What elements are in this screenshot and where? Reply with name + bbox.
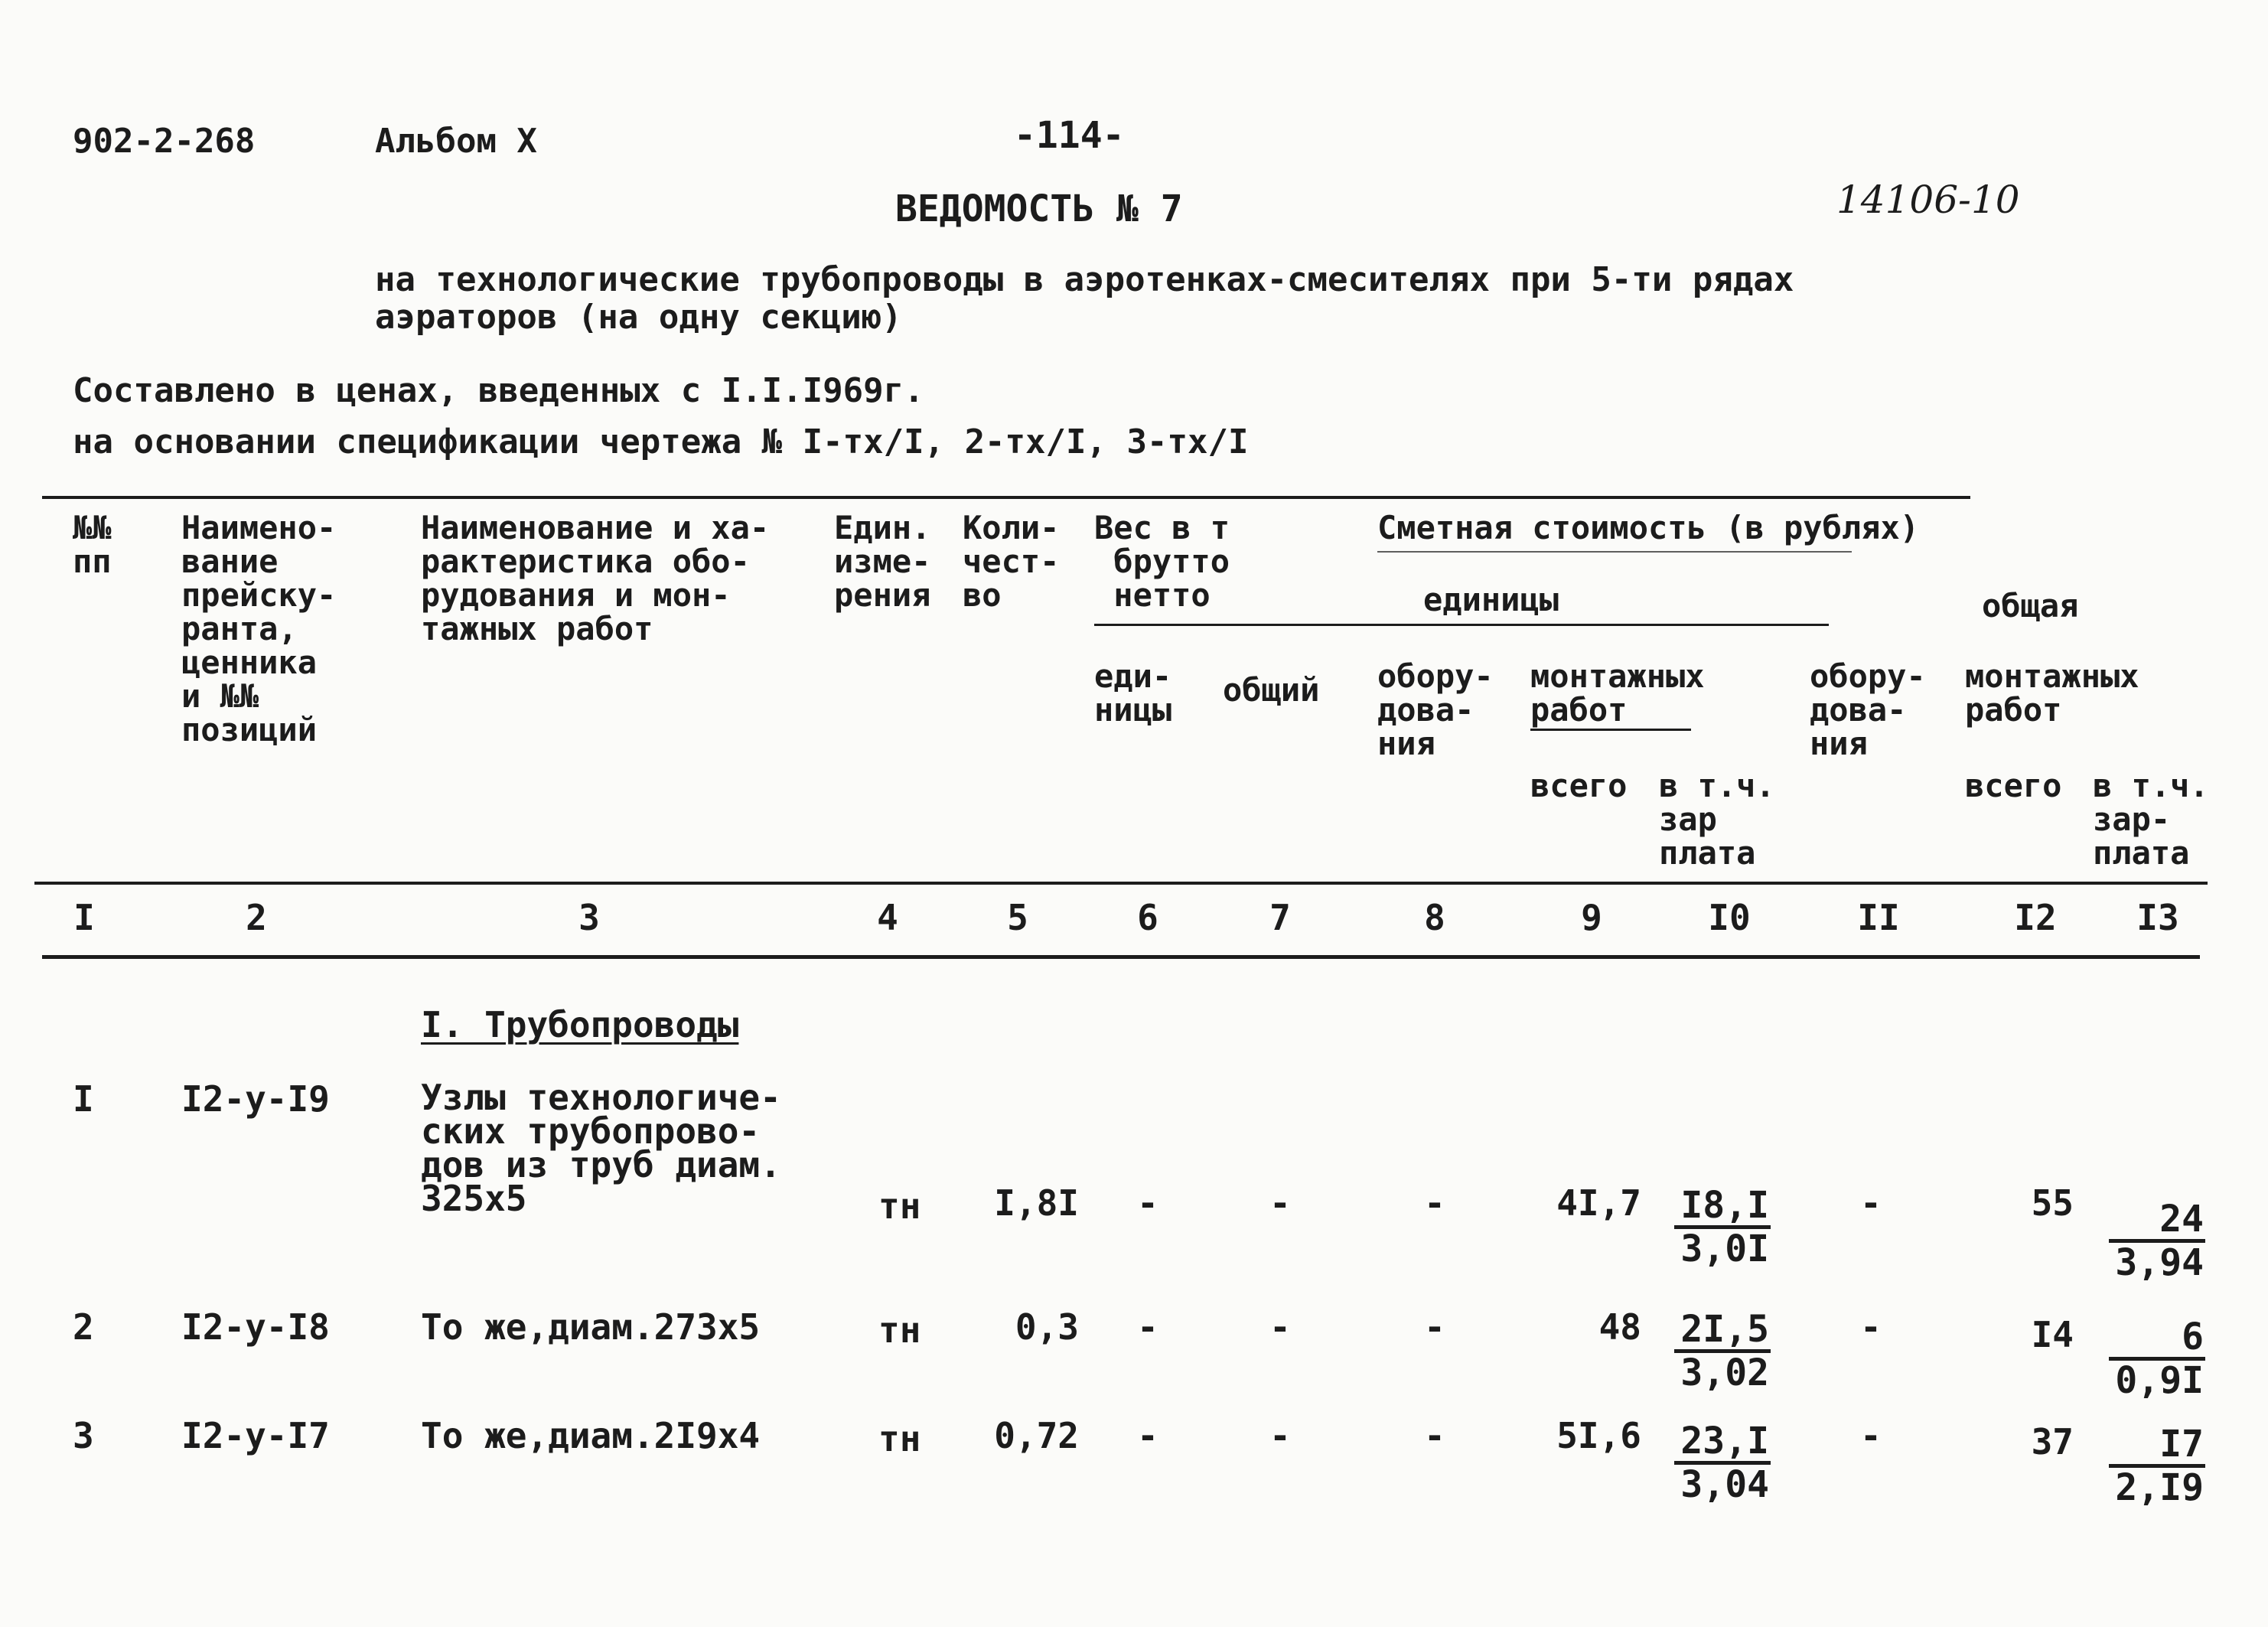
row-unit: тн (878, 1185, 921, 1227)
row-equipment-total: - (1860, 1306, 1882, 1348)
column-number: I3 (2136, 897, 2179, 938)
page-number: -114- (1014, 114, 1125, 157)
header-col-number: №№ пп (73, 509, 112, 580)
header-cost-unit: единицы (1423, 581, 1559, 618)
row-weight-unit: - (1137, 1182, 1158, 1224)
section-title (421, 1006, 738, 1043)
statement-subtitle-line1: на технологические трубопроводы в аэротенках-смесителях при 5-ти рядах (375, 260, 1794, 299)
row-weight-total: - (1269, 1415, 1291, 1456)
wage-share-value: 3,02 (1680, 1351, 1769, 1394)
header-mounting-unit-all: всего (1530, 767, 1628, 804)
wage-value: 23,I (1674, 1422, 1771, 1465)
wage-value: I8,I (1674, 1186, 1771, 1229)
wage-share-value: 0,9I (2115, 1359, 2204, 1402)
header-equipment-total: обору- дова- ния (1810, 657, 1926, 762)
row-number: 2 (73, 1306, 94, 1348)
row-mounting-total-all: I4 (2031, 1314, 2074, 1355)
header-mounting-total-all: всего (1965, 767, 2062, 804)
wage-share-value: 3,0I (1680, 1228, 1769, 1270)
wage-value: I7 (2109, 1425, 2205, 1468)
row-quantity: 0,72 (994, 1415, 1079, 1456)
column-number: 4 (877, 897, 898, 938)
row-description: То же,диам.2I9х4 (421, 1415, 761, 1456)
row-description: То же,диам.273х5 (421, 1306, 761, 1348)
column-number: 7 (1269, 897, 1291, 938)
row-description: Узлы технологиче- ских трубопрово- дов из труб диам. 325х5 (421, 1077, 781, 1219)
row-mounting-unit-wage (1674, 1310, 1771, 1392)
header-col-pricelist: Наимено- вание прейску- ранта, ценника и №№ позиций (181, 509, 337, 748)
row-weight-unit: - (1137, 1306, 1158, 1348)
wage-share-value: 3,04 (1680, 1463, 1769, 1506)
header-col-description: Наименование и ха- рактеристика обо- рудования и мон- тажных работ (421, 509, 770, 647)
row-mounting-total-all: 55 (2031, 1182, 2074, 1224)
row-equipment-unit: - (1424, 1415, 1445, 1456)
header-sub-rule (1094, 624, 1829, 626)
row-mounting-unit-wage (1674, 1186, 1771, 1268)
header-col-weight: Вес в т брутто нетто (1094, 509, 1230, 614)
row-mounting-unit-wage (1674, 1422, 1771, 1504)
row-number: I (73, 1078, 94, 1120)
prices-basis-line: Составлено в ценах, введенных с I.I.I969г. (73, 371, 924, 410)
header-col-quantity: Коли- чест- во (963, 509, 1060, 614)
row-equipment-unit: - (1424, 1182, 1445, 1224)
row-mounting-total-all: 37 (2031, 1421, 2074, 1462)
row-weight-total: - (1269, 1182, 1291, 1224)
column-number: 3 (578, 897, 600, 938)
row-quantity: I,8I (994, 1182, 1079, 1224)
row-unit: тн (878, 1309, 921, 1351)
wage-value: 24 (2109, 1200, 2205, 1243)
header-equipment-unit: обору- дова- ния (1377, 657, 1494, 762)
section-title-text: I. Трубопроводы (421, 1004, 739, 1045)
header-mounting-total: монтажных работ (1965, 657, 2139, 729)
handwritten-reference: 14106-10 (1836, 178, 2020, 222)
header-estimated-cost: Сметная стоимость (в рублях) (1377, 509, 1920, 546)
header-mounting-unit-wage: в т.ч. зар плата (1659, 767, 1775, 872)
column-number: I2 (2014, 897, 2057, 938)
column-number: 5 (1007, 897, 1028, 938)
wage-value: 2I,5 (1674, 1310, 1771, 1353)
row-mounting-unit-all: 48 (1598, 1306, 1641, 1348)
column-number: II (1857, 897, 1900, 938)
column-number: I0 (1708, 897, 1751, 938)
table-top-rule (42, 496, 1970, 499)
row-mounting-total-wage (2109, 1318, 2205, 1400)
row-mounting-unit-all: 5I,6 (1556, 1415, 1641, 1456)
wage-share-value: 2,I9 (2115, 1466, 2204, 1509)
document-code: 902-2-268 (73, 122, 256, 161)
column-number: 6 (1137, 897, 1158, 938)
row-pricelist-code: I2-у-I7 (181, 1415, 330, 1456)
header-mounting-unit: монтажных работ (1530, 657, 1705, 729)
column-number: I (73, 897, 95, 938)
row-equipment-total: - (1860, 1415, 1882, 1456)
column-numbers-rule (42, 955, 2200, 959)
mounting-unit-rule (1530, 729, 1691, 731)
row-pricelist-code: I2-у-I8 (181, 1306, 330, 1348)
header-weight-unit: еди- ницы (1094, 657, 1172, 729)
row-mounting-total-wage (2109, 1200, 2205, 1282)
header-weight-total: общий (1223, 671, 1320, 709)
row-mounting-unit-all: 4I,7 (1556, 1182, 1641, 1224)
column-number: 9 (1581, 897, 1602, 938)
wage-value: 6 (2109, 1318, 2205, 1361)
column-number: 8 (1424, 897, 1445, 938)
row-weight-total: - (1269, 1306, 1291, 1348)
row-quantity: 0,3 (1015, 1306, 1079, 1348)
cost-header-rule (1377, 551, 1852, 553)
row-equipment-unit: - (1424, 1306, 1445, 1348)
row-number: 3 (73, 1415, 94, 1456)
album-label: Альбом X (375, 122, 537, 161)
row-weight-unit: - (1137, 1415, 1158, 1456)
header-col-unit: Един. изме- рения (834, 509, 931, 614)
row-unit: тн (878, 1418, 921, 1459)
wage-share-value: 3,94 (2115, 1241, 2204, 1284)
header-bottom-rule (34, 882, 2208, 885)
statement-subtitle-line2: аэраторов (на одну секцию) (375, 298, 902, 337)
column-number: 2 (246, 897, 267, 938)
header-mounting-total-wage: в т.ч. зар- плата (2093, 767, 2209, 872)
statement-title: ВЕДОМОСТЬ № 7 (895, 187, 1183, 230)
row-pricelist-code: I2-у-I9 (181, 1078, 330, 1120)
row-mounting-total-wage (2109, 1425, 2205, 1507)
row-equipment-total: - (1860, 1182, 1882, 1224)
drawing-basis-line: на основании спецификации чертежа № I-тх/I, 2-тх/I, 3-тх/I (73, 422, 1249, 461)
header-cost-total: общая (1982, 587, 2079, 624)
